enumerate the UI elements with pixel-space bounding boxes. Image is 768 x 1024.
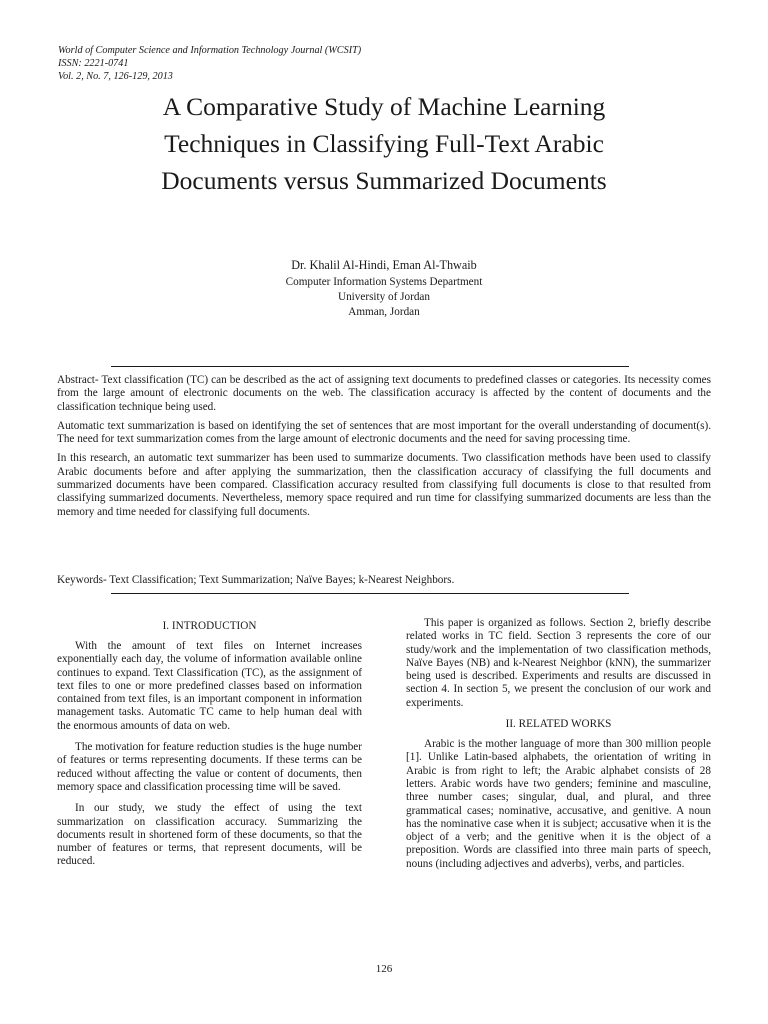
journal-volume: Vol. 2, No. 7, 126-129, 2013 bbox=[58, 71, 173, 82]
affiliation-location: Amman, Jordan bbox=[348, 306, 420, 318]
keywords-bottom-rule bbox=[111, 593, 629, 594]
journal-name: World of Computer Science and Information Technology Journal (WCSIT) bbox=[58, 45, 362, 56]
body-paragraph: Arabic is the mother language of more than 300 million people [1]. Unlike Latin-based alphabets, the orientation of writing in Arabic is from right to left; the Arabic alphabet consists of 28 letters. Arabic words have two genders; feminine and masculine, three number cases; singular, dual, and plural, and three grammatical cases; nominative, accusative, and genitive. A noun has the nominative case when it is subject; accusative when it is the object of a verb; and the genitive when it is the object of a preposition. Words are classified into three main parts of speech, nouns (including adjectives and adverbs), verbs, and particles. bbox=[406, 738, 711, 870]
abstract-paragraph: Automatic text summarization is based on identifying the set of sentences that are most important for the overall understanding of document(s). The need for text summarization comes from the large amount of electronic documents and the need for saving processing time. bbox=[57, 419, 711, 446]
section-heading-introduction: I. INTRODUCTION bbox=[162, 620, 257, 632]
title-line-3: Documents versus Summarized Documents bbox=[161, 166, 607, 195]
title-line-1: A Comparative Study of Machine Learning bbox=[162, 92, 606, 121]
abstract-paragraph: In this research, an automatic text summarizer has been used to summarize documents. Two classification methods have been used to classify Arabic documents before and after applying the summarization, then the classification accuracy of classifying the full documents and summarized documents have been compared. Classification accuracy resulted from classifying full documents is close to that resulted from classifying summarized documents. Nevertheless, memory space required and run time for classifying summarized documents are less than the memory and time needed for classifying full documents. bbox=[57, 452, 711, 518]
right-column bbox=[406, 617, 711, 879]
body-paragraph: This paper is organized as follows. Section 2, briefly describe related works in TC field. Section 3 represents the core of our study/work and the implementation of two classification methods, Naïve Bayes (NB) and k-Nearest Neighbor (kNN), the summarizer being used is described. Experiments and results are discussed in section 4. In section 5, we present the conclusion of our work and experiments. bbox=[406, 617, 711, 709]
title-line-2: Techniques in Classifying Full-Text Arabic bbox=[164, 129, 604, 158]
left-column bbox=[57, 617, 362, 877]
page-number: 126 bbox=[375, 963, 393, 975]
abstract bbox=[57, 374, 711, 525]
abstract-top-rule bbox=[111, 366, 629, 367]
body-paragraph: The motivation for feature reduction studies is the huge number of features or terms representing documents. If these terms can be reduced without affecting the value or content of documents, then memory space and classification processing time will be saved. bbox=[57, 741, 362, 793]
journal-header bbox=[58, 44, 361, 83]
paper-title bbox=[100, 88, 668, 199]
affiliation-department: Computer Information Systems Department bbox=[285, 276, 483, 288]
abstract-paragraph: Abstract- Text classification (TC) can be described as the act of assigning text documents to predefined classes or categories. Its necessity comes from the large amount of electronic documents on the web. The classification accuracy is affected by the content of documents and the classification technique being used. bbox=[57, 374, 711, 413]
journal-issn: ISSN: 2221-0741 bbox=[58, 58, 129, 69]
affiliation bbox=[0, 275, 768, 320]
authors: Dr. Khalil Al-Hindi, Eman Al-Thwaib bbox=[291, 258, 477, 272]
keywords: Keywords- Text Classification; Text Summarization; Naïve Bayes; k-Nearest Neighbors. bbox=[57, 574, 455, 586]
body-paragraph: With the amount of text files on Internet increases exponentially each day, the volume of information available online continues to expand. Text Classification (TC), as the assignment of text files to one or more predefined classes based on information contained from text files, is an important component in information management tasks. Automatic TC came to help human deal with the enormous amounts of data on web. bbox=[57, 640, 362, 732]
affiliation-university: University of Jordan bbox=[338, 291, 430, 303]
section-heading-related-works: II. RELATED WORKS bbox=[505, 718, 612, 731]
body-paragraph: In our study, we study the effect of using the text summarization on classification accuracy. Summarizing the documents result in shortened form of these documents, so that the number of features or terms, that represent documents, will be reduced. bbox=[57, 802, 362, 868]
